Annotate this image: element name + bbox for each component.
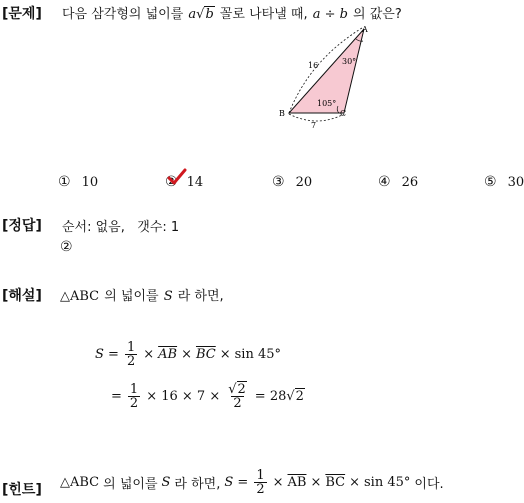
eq1-lhs: S = [95, 347, 119, 362]
choice-4-value: 26 [401, 175, 419, 190]
eq1-bc: $\overline{BC}$ [195, 347, 216, 362]
eq2-half: $\frac{1}{2}$ [129, 382, 139, 411]
hint-tri: △ABC [60, 475, 100, 490]
solution-intro [60, 285, 224, 304]
hint-post: 이다. [414, 477, 444, 492]
hint-eq-lhs: S = [224, 475, 249, 490]
side-bc-arc [289, 114, 344, 121]
answer-tag: [정답] [2, 218, 42, 234]
hint-half: $\frac{1}{2}$ [256, 468, 265, 497]
choice-4-num: ④ [378, 174, 391, 190]
solution-intro-s: S [163, 289, 173, 304]
angle-a-label: 30° [342, 57, 357, 66]
solution-eq2: = $\frac{1}{2}$ × 16 × 7 × $\frac{√2}{2}$ = 28√2 [111, 382, 304, 411]
solution-intro-tri: △ABC [60, 289, 100, 304]
hint-ab: $\overline{AB}$ [287, 475, 307, 490]
answer-line1: 순서: 없음, 갯수: 1 [62, 220, 180, 235]
eq2-result-sqrt: 2 [295, 389, 304, 404]
solution-intro-mid: 의 넓이를 [104, 289, 159, 304]
choice-3[interactable] [272, 171, 312, 190]
solution-tag: [해설] [2, 288, 42, 304]
hint-text [60, 469, 444, 496]
hint-s: S [161, 475, 171, 490]
eq2-sqrt2-over-2: $\frac{√2}{2}$ [228, 382, 246, 411]
choice-5-value: 30 [507, 175, 524, 190]
problem-expr: a ÷ b [312, 7, 348, 22]
solution-intro-post: 라 하면, [177, 289, 224, 304]
eq1-half: $\frac{1}{2}$ [126, 340, 136, 369]
hint-bc: $\overline{BC}$ [325, 475, 346, 490]
choice-4[interactable] [378, 171, 418, 190]
eq1-ab: $\overline{AB}$ [158, 347, 178, 362]
choice-2-num: ② [165, 174, 178, 190]
choice-2-value: 14 [186, 175, 204, 190]
vertex-b-label: B [279, 109, 285, 118]
eq1-times-2: × [181, 347, 192, 362]
eq2-result: = 28 [254, 389, 287, 404]
triangle-figure [270, 20, 380, 135]
side-bc-label: 7 [311, 121, 317, 130]
choice-3-value: 20 [295, 175, 313, 190]
eq2-nums: × 16 × 7 × [146, 389, 221, 404]
choice-1-value: 10 [81, 175, 99, 190]
choice-2[interactable] [165, 171, 203, 190]
problem-text-mid: 꼴로 나타낼 때, [219, 7, 308, 22]
choice-1[interactable] [58, 171, 98, 190]
hint-mid2: 라 하면, [174, 477, 221, 492]
eq1-times-3: × [219, 347, 231, 362]
hint-times-3: × [349, 475, 361, 490]
hint-times-2: × [310, 475, 322, 490]
hint-times-1: × [272, 475, 284, 490]
eq1-sin: sin 45° [234, 347, 282, 362]
problem-tag: [문제] [2, 6, 42, 22]
problem-sqrt-b: √b [196, 7, 214, 22]
hint-sin: sin 45° [364, 475, 411, 490]
angle-c-label: 105° [317, 99, 337, 108]
problem-text-post: 의 값은? [353, 7, 402, 22]
hint-mid: 의 넓이를 [103, 477, 158, 492]
eq1-times-1: × [143, 347, 155, 362]
vertex-c-label: C [340, 109, 347, 118]
problem-a: a [188, 7, 197, 22]
vertex-a-label: A [362, 25, 368, 34]
choice-1-num: ① [58, 174, 71, 190]
choice-5[interactable] [484, 171, 524, 190]
choice-3-num: ③ [272, 174, 285, 190]
side-ab-label: 16 [308, 61, 319, 70]
check-icon [167, 168, 187, 186]
answer-line2: ② [60, 239, 73, 255]
solution-eq1 [95, 341, 281, 368]
hint-tag: [힌트] [2, 482, 42, 498]
eq2-prefix: = [111, 389, 122, 404]
problem-text-pre: 다음 삼각형의 넓이를 [62, 7, 184, 22]
choice-5-num: ⑤ [484, 174, 497, 190]
